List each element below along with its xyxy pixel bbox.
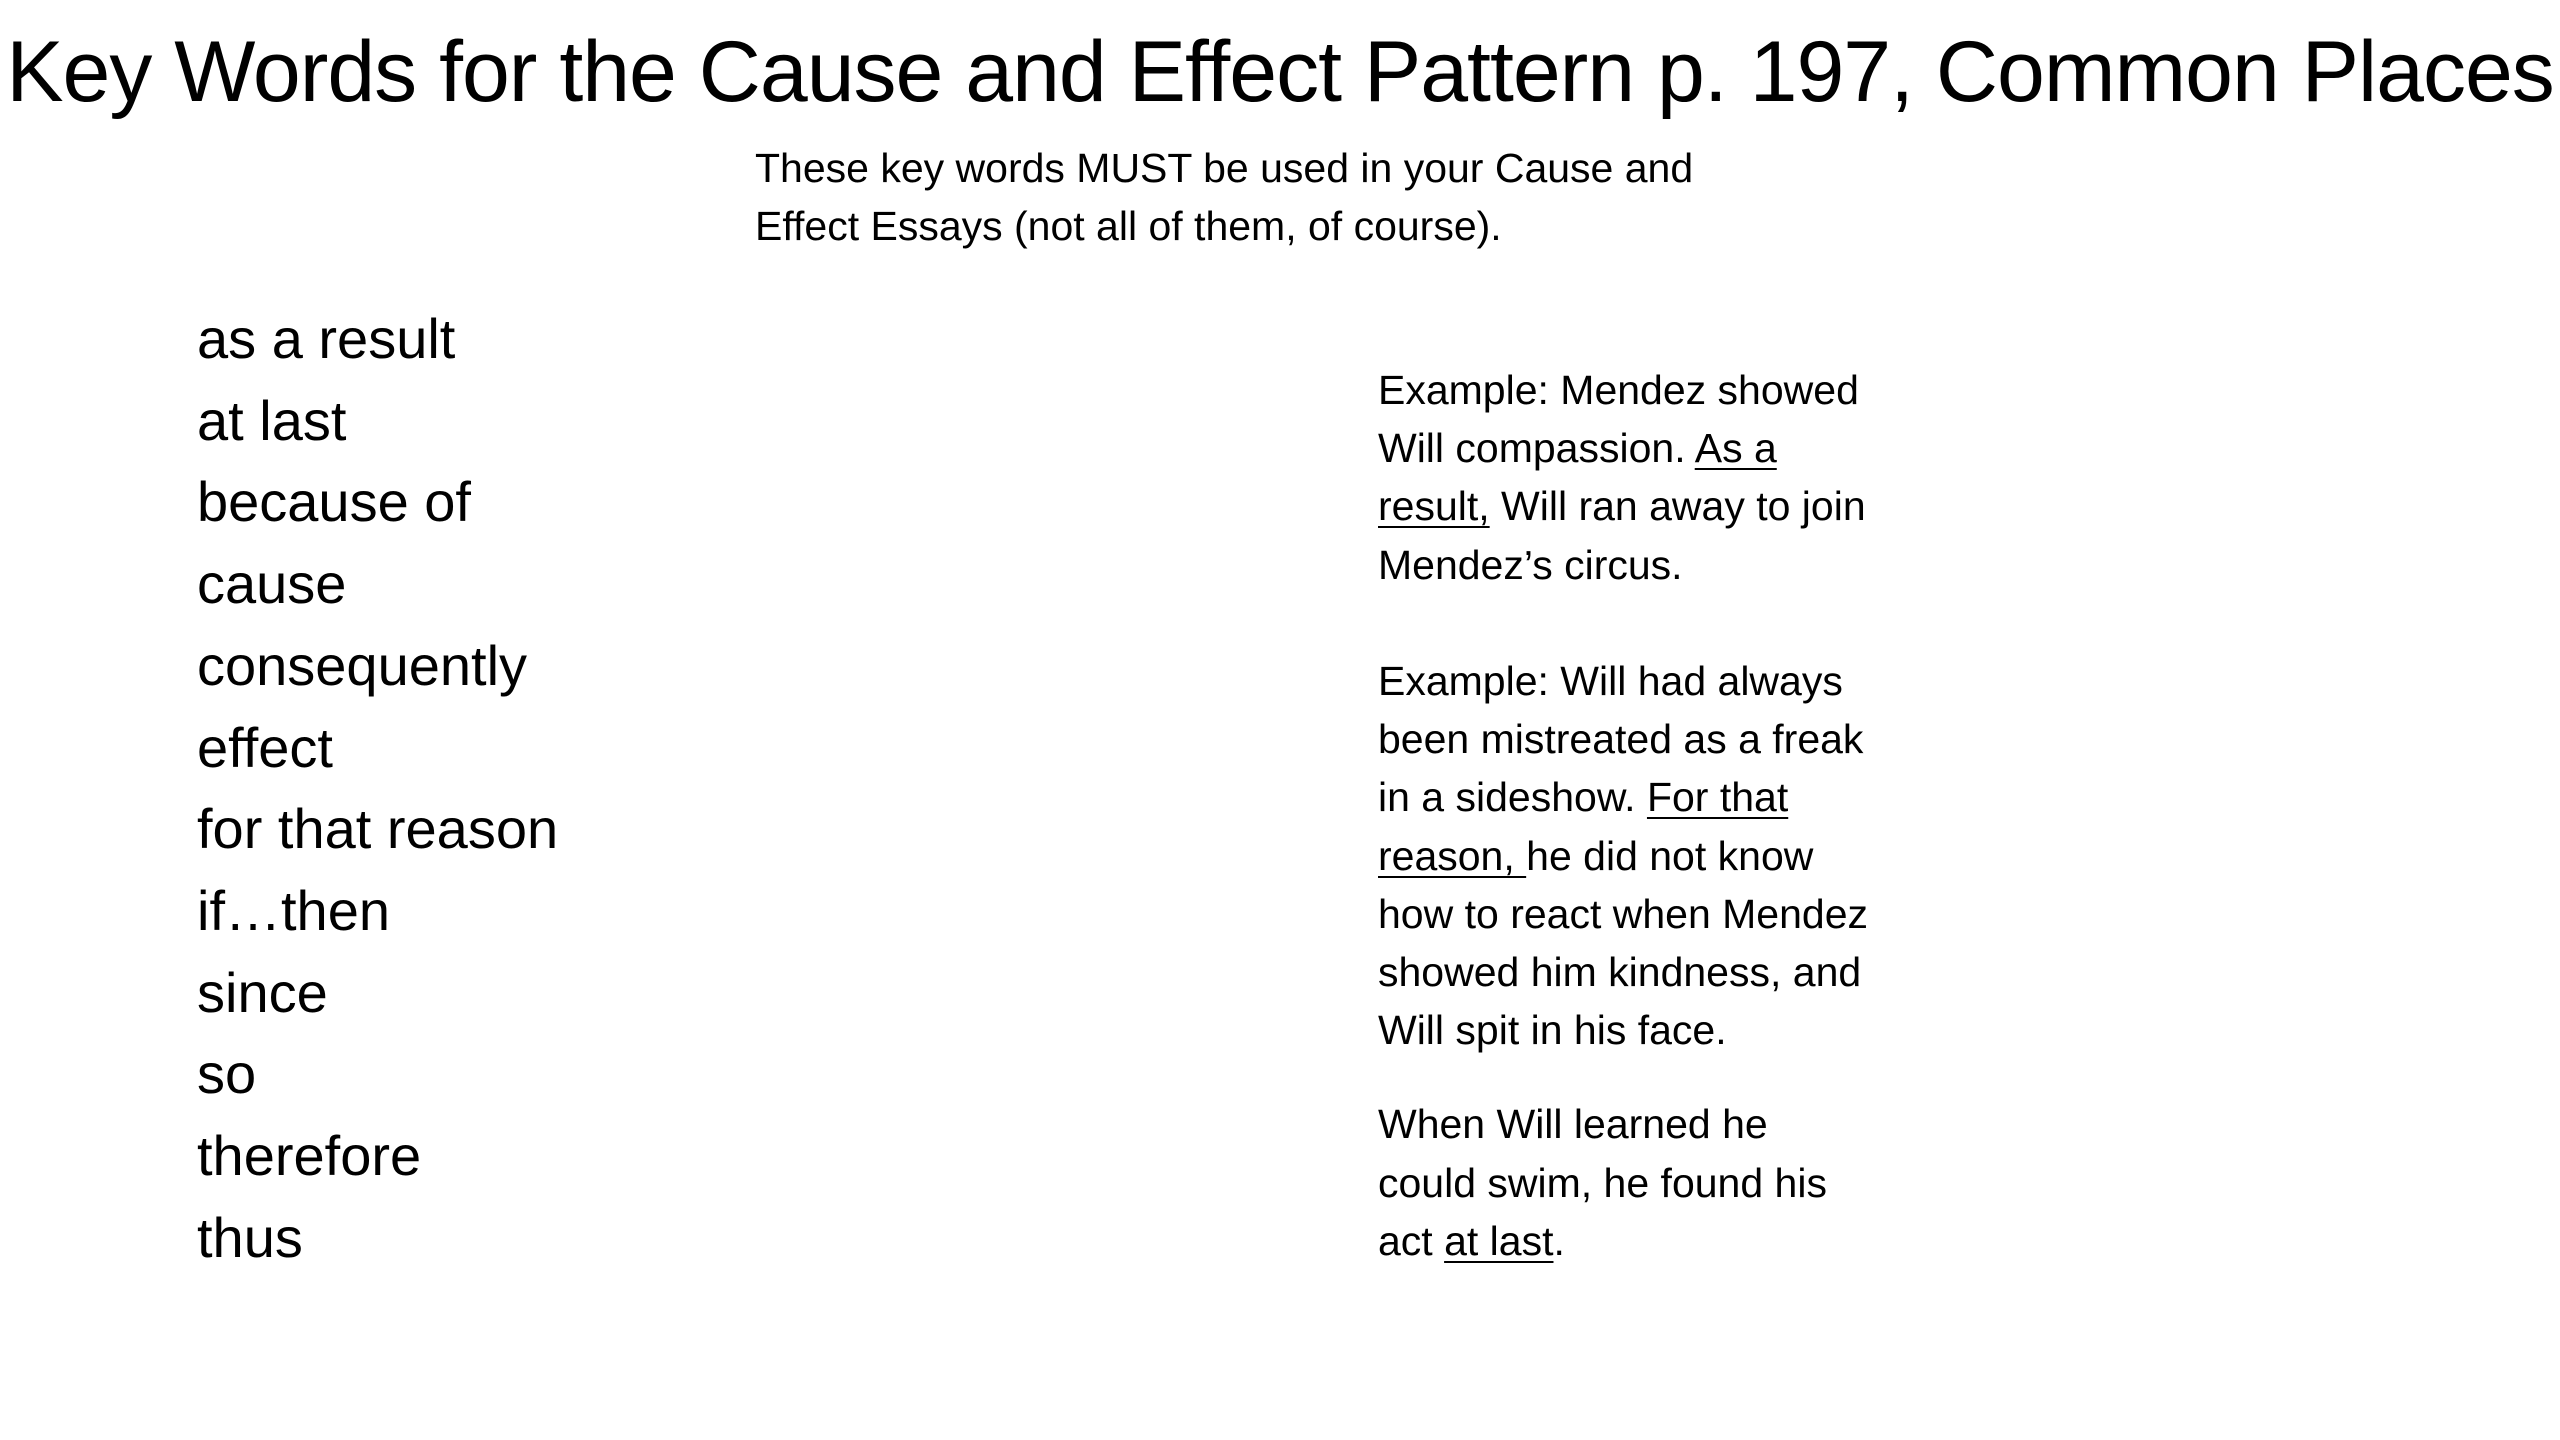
underlined-keyword: at last: [1444, 1217, 1554, 1264]
example-text: Will ran away to join: [1489, 483, 1866, 530]
subtitle-line: These key words MUST be used in your Cause and: [755, 145, 1694, 191]
example-line: Mendez’s circus.: [1378, 541, 1683, 588]
example-line: When Will learned he: [1378, 1101, 1768, 1148]
example-line: Example: Mendez showed: [1378, 367, 1859, 413]
example-line: [1378, 1212, 1998, 1270]
example-text: he did not know: [1526, 832, 1814, 879]
example-line: how to react when Mendez: [1378, 890, 1868, 937]
example-text: in a sideshow.: [1378, 774, 1647, 821]
example-line: [1378, 768, 1998, 826]
keyword-item: so: [197, 1042, 257, 1106]
underlined-keyword: As a: [1694, 425, 1777, 472]
keyword-item: because of: [197, 470, 471, 534]
keyword-item: at last: [197, 388, 347, 452]
underlined-keyword: reason,: [1378, 832, 1527, 879]
example-line: Will spit in his face.: [1378, 1007, 1727, 1054]
keyword-item: effect: [197, 715, 333, 779]
examples-panel: [1378, 361, 1998, 1270]
subtitle: [755, 139, 1835, 255]
spacer: [1378, 594, 1998, 652]
example-line: [1378, 827, 1998, 885]
keyword-item: cause: [197, 552, 347, 616]
slide-title: Key Words for the Cause and Effect Pattern p. 197, Common Places: [6, 24, 2554, 120]
keyword-item: since: [197, 960, 328, 1024]
example-text: .: [1553, 1217, 1565, 1264]
example-line: [1378, 419, 1998, 477]
example-line: could swim, he found his: [1378, 1159, 1827, 1206]
subtitle-line: Effect Essays (not all of them, of course).: [755, 203, 1502, 249]
example-line: showed him kindness, and: [1378, 949, 1862, 996]
keyword-item: if…then: [197, 878, 390, 942]
keyword-item: as a result: [197, 307, 456, 370]
keyword-item: consequently: [197, 633, 528, 697]
example-line: Example: Will had always: [1378, 658, 1843, 704]
example-text: Will compassion.: [1378, 425, 1695, 472]
underlined-keyword: result,: [1378, 483, 1490, 530]
example-text: act: [1378, 1217, 1445, 1264]
keyword-item: thus: [197, 1205, 303, 1269]
spacer: [1378, 1059, 1998, 1095]
underlined-keyword: For that: [1646, 774, 1789, 821]
example-3: [1378, 1095, 1998, 1270]
example-1: [1378, 361, 1998, 594]
keyword-list: [197, 298, 558, 1278]
keyword-item: therefore: [197, 1124, 422, 1188]
keyword-item: for that reason: [197, 797, 559, 861]
example-line: been mistreated as a freak: [1378, 716, 1864, 763]
example-line: [1378, 477, 1998, 535]
example-2: [1378, 652, 1998, 1059]
